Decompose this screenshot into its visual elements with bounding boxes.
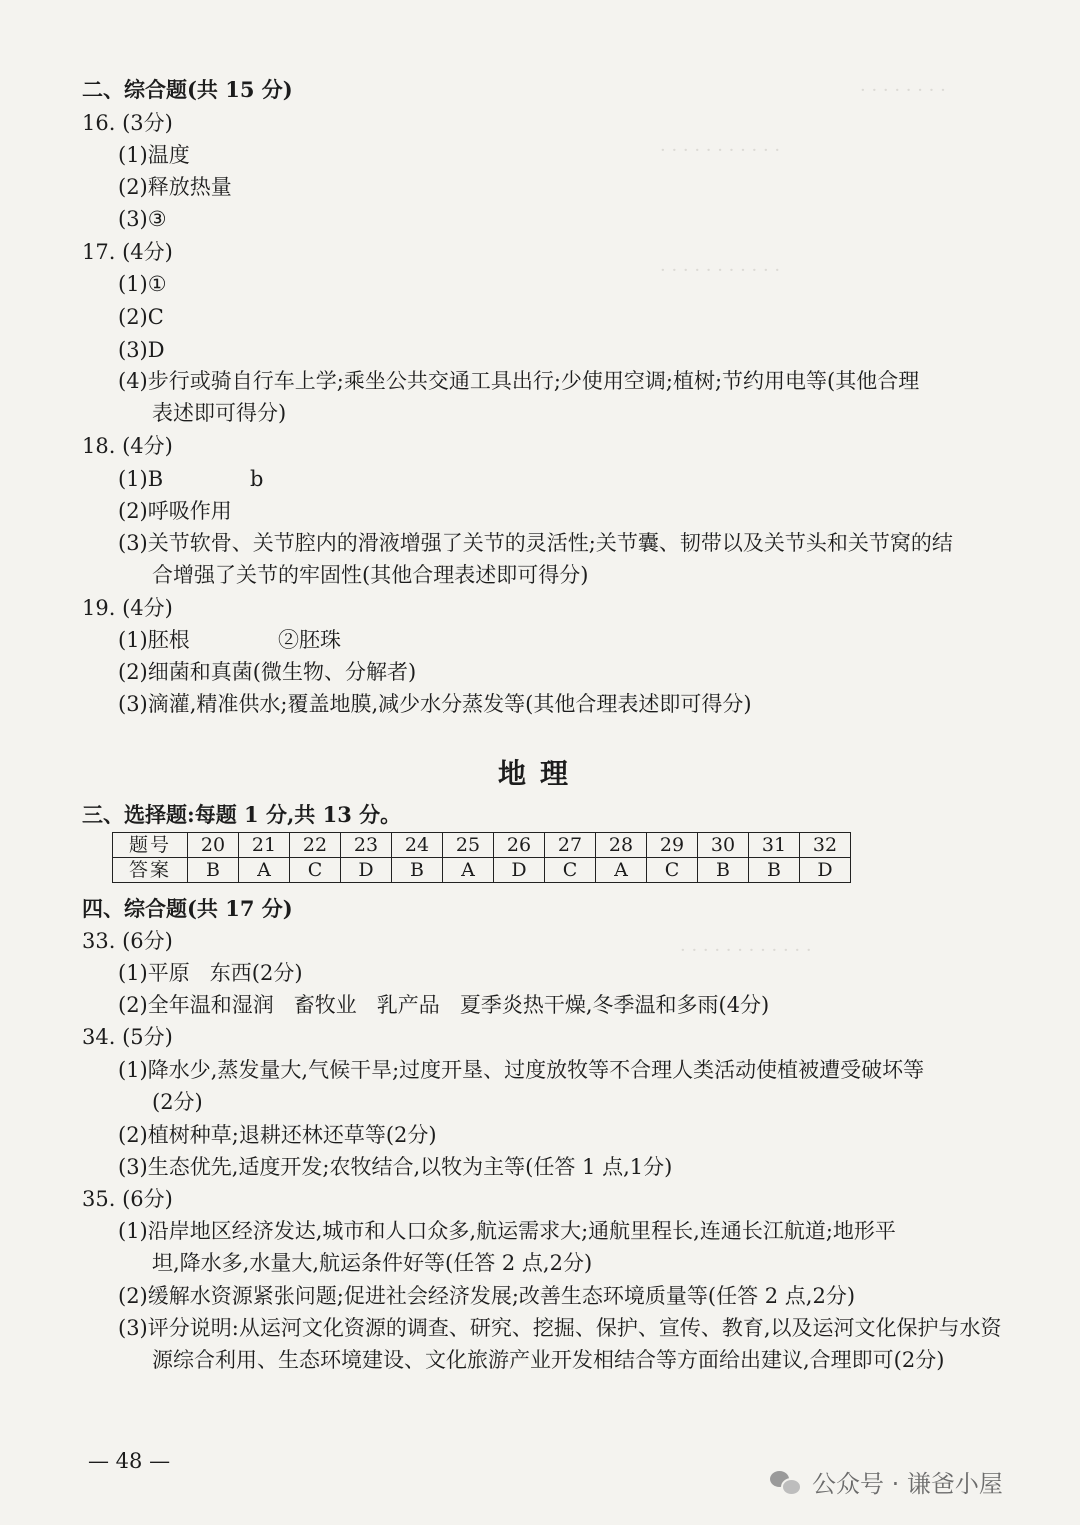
watermark-text: 公众号 · 谦爸小屋 [812,1470,1003,1498]
answer-text: (4)步行或骑自行车上学;乘坐公共交通工具出行;少使用空调;植树;节约用电等(其他合理 [118,369,920,393]
answer-text: (1)降水少,蒸发量大,气候干旱;过度开垦、过度放牧等不合理人类活动使植被遭受破坏等 [118,1058,925,1082]
question-number-cell: 24 [392,833,443,858]
answer-cell: D [341,858,392,883]
answer-text: ②胚珠 [278,628,341,652]
table-row-label: 题号 [113,833,188,858]
answer-cell: B [698,858,749,883]
watermark [770,1464,1003,1499]
question-17: 17. (4分) [82,240,173,264]
answer-cell: C [545,858,596,883]
answer-cell: B [392,858,443,883]
answer-table [112,832,851,883]
question-18: 18. (4分) [82,434,173,458]
answer-cell: B [188,858,239,883]
question-number-cell: 31 [749,833,800,858]
answer-text: (2)缓解水资源紧张问题;促进社会经济发展;改善生态环境质量等(任答 2 点,2分) [118,1284,856,1308]
answer-text: 表述即可得分) [152,401,287,425]
answer-text: (2)呼吸作用 [118,499,232,523]
answer-text: (1)沿岸地区经济发达,城市和人口众多,航运需求大;通航里程长,连通长江航道;地形平 [118,1219,896,1243]
question-number-cell: 32 [800,833,851,858]
answer-text: (1)温度 [118,143,190,167]
section-header: 三、选择题:每题 1 分,共 13 分。 [82,802,402,827]
question-number-cell: 28 [596,833,647,858]
question-number-cell: 20 [188,833,239,858]
question-16: 16. (3分) [82,111,173,135]
page-number: — 48 — [88,1449,171,1473]
answer-text: (1)① [118,272,167,296]
answer-text: b [250,467,264,491]
answer-text: (2)C [118,305,164,329]
question-number-cell: 27 [545,833,596,858]
question-number-cell: 23 [341,833,392,858]
question-number-cell: 30 [698,833,749,858]
subject-title: 地理 [497,757,582,790]
bleed-through: · · · · · · · · · · · [660,260,781,281]
answer-text: 坦,降水多,水量大,航运条件好等(任答 2 点,2分) [152,1251,593,1275]
question-number-cell: 21 [239,833,290,858]
answer-text: (2分) [152,1090,203,1114]
table-row [113,833,851,858]
question-35: 35. (6分) [82,1187,173,1211]
answer-cell: D [494,858,545,883]
answer-cell: A [596,858,647,883]
answer-text: (2)植树种草;退耕还林还草等(2分) [118,1123,437,1147]
bleed-through: · · · · · · · · [860,80,946,101]
answer-text: (1)胚根 [118,628,190,652]
wechat-icon [770,1469,800,1495]
answer-text: (3)生态优先,适度开发;农牧结合,以牧为主等(任答 1 点,1分) [118,1155,673,1179]
table-row-label: 答案 [113,858,188,883]
question-33: 33. (6分) [82,929,173,953]
question-number-cell: 29 [647,833,698,858]
answer-text: (2)细菌和真菌(微生物、分解者) [118,660,417,684]
answer-text: (2)释放热量 [118,175,232,199]
answer-text: (3)评分说明:从运河文化资源的调查、研究、挖掘、保护、宣传、教育,以及运河文化保护与水资 [118,1316,1002,1340]
answer-text: (3)关节软骨、关节腔内的滑液增强了关节的灵活性;关节囊、韧带以及关节头和关节窝的结 [118,531,953,555]
answer-cell: C [647,858,698,883]
question-number-cell: 22 [290,833,341,858]
question-19: 19. (4分) [82,596,173,620]
answer-text: (3)③ [118,207,167,231]
answer-cell: A [443,858,494,883]
answer-text: (2)全年温和湿润 畜牧业 乳产品 夏季炎热干燥,冬季温和多雨(4分) [118,993,770,1017]
answer-cell: A [239,858,290,883]
answer-text: 合增强了关节的牢固性(其他合理表述即可得分) [152,563,589,587]
question-34: 34. (5分) [82,1025,173,1049]
answer-cell: D [800,858,851,883]
answer-text: 源综合利用、生态环境建设、文化旅游产业开发相结合等方面给出建议,合理即可(2分) [152,1348,945,1372]
answer-text: (3)滴灌,精准供水;覆盖地膜,减少水分蒸发等(其他合理表述即可得分) [118,692,752,716]
table-row [113,858,851,883]
question-number-cell: 25 [443,833,494,858]
section-header: 二、综合题(共 15 分) [82,77,293,102]
answer-text: (1)平原 东西(2分) [118,961,303,985]
answer-text: (3)D [118,338,165,362]
answer-cell: C [290,858,341,883]
question-number-cell: 26 [494,833,545,858]
answer-text: (1)B [118,467,164,491]
bleed-through: · · · · · · · · · · · · [680,940,812,961]
bleed-through: · · · · · · · · · · · [660,140,781,161]
section-header: 四、综合题(共 17 分) [82,896,293,921]
answer-cell: B [749,858,800,883]
